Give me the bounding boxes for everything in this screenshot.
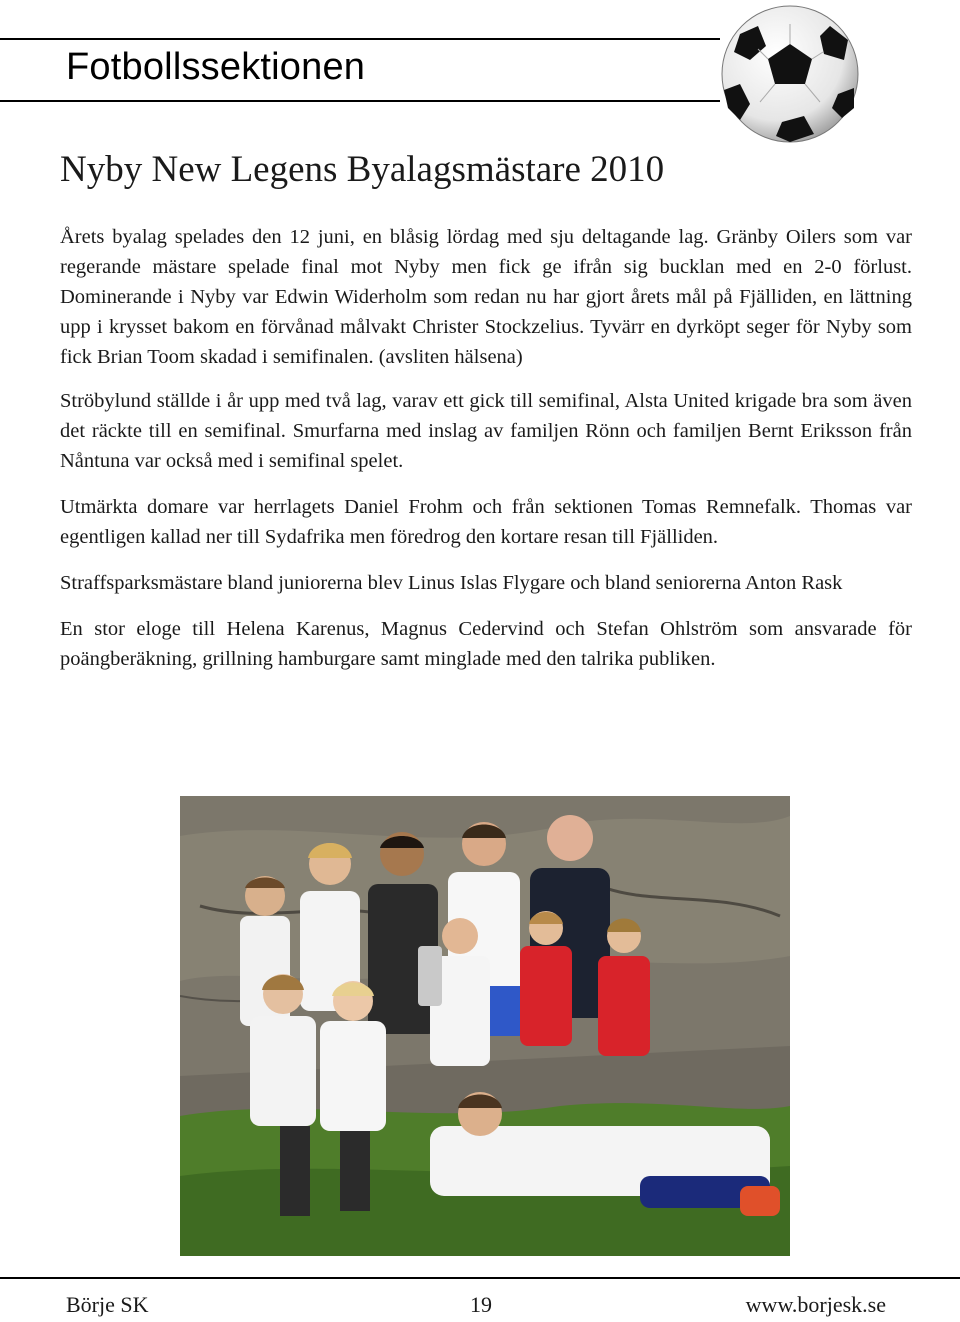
article-body: [60, 222, 912, 690]
paragraph-2: Ströbylund ställde i år upp med två lag, varav ett gick till semifinal, Alsta United krigade bra som även det räckte till en semifinal. Smurfarna med inslag av familjen Rönn och familjen Bernt Eriksson från Nåntuna var också med i semifinal spelet.: [60, 390, 912, 472]
team-photo: [180, 796, 790, 1256]
paragraph-4: Straffsparksmästare bland juniorerna blev Linus Islas Flygare och bland seniorerna Anton Rask: [60, 572, 843, 594]
article-headline: Nyby New Legens Byalagsmästare 2010: [60, 149, 665, 190]
header-rule-bottom: [0, 100, 720, 102]
footer-rule: [0, 1277, 960, 1279]
section-title: Fotbollssektionen: [66, 46, 366, 88]
soccer-ball-icon: [720, 4, 860, 144]
page-number: 19: [470, 1292, 492, 1317]
footer-website: www.borjesk.se: [745, 1292, 886, 1317]
header-rule-top: [0, 38, 720, 40]
paragraph-3: Utmärkta domare var herrlagets Daniel Frohm och från sektionen Tomas Remnefalk. Thomas var egentligen kallad ner till Sydafrika men föredrog den kortare resan till Fjälliden.: [60, 496, 912, 548]
footer-club-name: Börje SK: [66, 1292, 149, 1317]
paragraph-1: Årets byalag spelades den 12 juni, en blåsig lördag med sju deltagande lag. Gränby Oilers som var regerande mästare spelade final mot Nyby men fick ge ifrån sig bucklan med en 2-0 förlust. Dominerande i Nyby var Edwin Widerholm som redan nu har gjort årets mål på Fjälliden, en lättning upp i krysset bakom en förvånad målvakt Christer Stockzelius. Tyvärr en dyrköpt seger för Nyby som fick Brian Toom skadad i semifinalen. (avsliten hälsena): [60, 226, 912, 368]
paragraph-5: En stor eloge till Helena Karenus, Magnus Cedervind och Stefan Ohlström som ansvarade för poängberäkning, grillning hamburgare samt minglade med den talrika publiken.: [60, 618, 912, 670]
